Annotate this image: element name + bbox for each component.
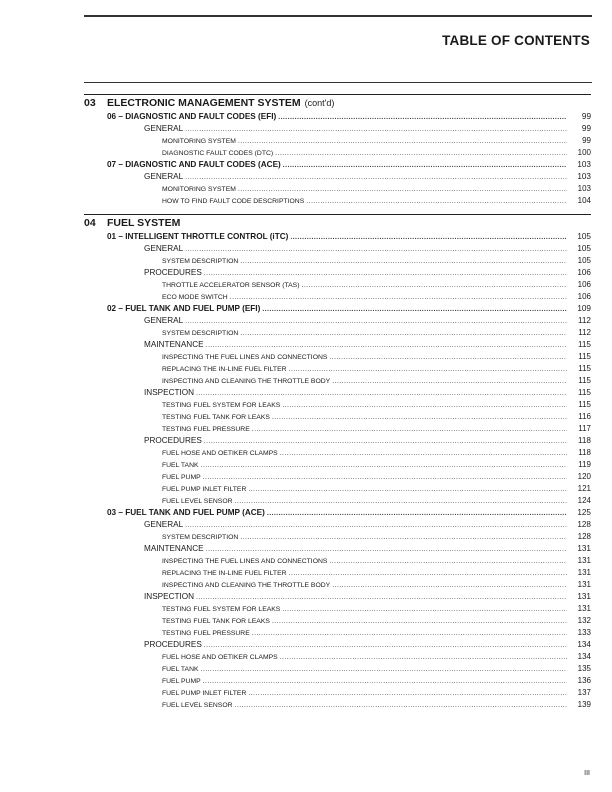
dot-leader xyxy=(329,556,567,568)
toc-entry[interactable] xyxy=(84,195,591,207)
dot-leader xyxy=(289,568,567,580)
toc-entry-page: 128 xyxy=(577,532,591,541)
toc-entry-label: ECO MODE SWITCH xyxy=(162,294,228,301)
toc-entry[interactable] xyxy=(84,603,591,615)
section-note: (cont'd) xyxy=(304,98,335,108)
toc-entry-page: 134 xyxy=(577,640,591,649)
toc-entry-label: TESTING FUEL TANK FOR LEAKS xyxy=(162,618,270,625)
dot-leader xyxy=(262,304,567,316)
toc-entry-label: FUEL LEVEL SENSOR xyxy=(162,702,233,709)
section-heading[interactable] xyxy=(84,94,591,111)
toc-entry-page: 99 xyxy=(582,136,591,145)
toc-entry-label: SYSTEM DESCRIPTION xyxy=(162,330,239,337)
toc-entry-page: 112 xyxy=(577,316,591,325)
toc-entry[interactable] xyxy=(84,363,591,375)
toc-entry-label: TESTING FUEL TANK FOR LEAKS xyxy=(162,414,270,421)
toc-entry-label: DIAGNOSTIC FAULT CODES (DTC) xyxy=(162,150,274,157)
toc-entry-page: 100 xyxy=(577,148,591,157)
toc-entry[interactable] xyxy=(84,171,591,183)
toc-entry-label: THROTTLE ACCELERATOR SENSOR (TAS) xyxy=(162,282,300,289)
toc-entry[interactable] xyxy=(84,591,591,603)
toc-entry[interactable] xyxy=(84,183,591,195)
dot-leader xyxy=(238,184,567,196)
toc-entry-label: FUEL LEVEL SENSOR xyxy=(162,498,233,505)
toc-entry-page: 136 xyxy=(577,676,591,685)
toc-entry-label: MONITORING SYSTEM xyxy=(162,186,236,193)
toc-sections xyxy=(84,94,591,711)
dot-leader xyxy=(272,616,567,628)
toc-entry[interactable] xyxy=(84,447,591,459)
dot-leader xyxy=(204,436,567,448)
toc-entry[interactable] xyxy=(84,675,591,687)
dot-leader xyxy=(185,124,567,136)
page-number: III xyxy=(584,770,590,777)
toc-entry[interactable] xyxy=(84,459,591,471)
toc-entry[interactable] xyxy=(84,399,591,411)
toc-entry-page: 103 xyxy=(577,184,591,193)
toc-entry-page: 106 xyxy=(577,268,591,277)
toc-entry-page: 115 xyxy=(577,388,591,397)
toc-entry[interactable] xyxy=(84,543,591,555)
toc-entry-label: INSPECTING AND CLEANING THE THROTTLE BODY xyxy=(162,582,331,589)
toc-entry-page: 118 xyxy=(578,448,591,457)
section-heading[interactable] xyxy=(84,214,591,231)
toc-entry[interactable] xyxy=(84,231,591,243)
toc-entry-page: 116 xyxy=(578,412,591,421)
toc-entry-label: MAINTENANCE xyxy=(144,340,204,349)
toc-entry-page: 106 xyxy=(577,280,591,289)
toc-entry-page: 103 xyxy=(577,160,591,169)
toc-entry-page: 115 xyxy=(577,340,591,349)
toc-entry-label: FUEL PUMP INLET FILTER xyxy=(162,486,247,493)
toc-entry-label: REPLACING THE IN-LINE FUEL FILTER xyxy=(162,570,287,577)
toc-entry[interactable] xyxy=(84,135,591,147)
toc-entry[interactable] xyxy=(84,567,591,579)
toc-entry-page: 131 xyxy=(577,604,591,613)
toc-entry-page: 99 xyxy=(581,124,591,133)
toc-entry[interactable] xyxy=(84,159,591,171)
toc-entry-label: GENERAL xyxy=(144,124,184,133)
toc-entry-label: MONITORING SYSTEM xyxy=(162,138,236,145)
toc-entry[interactable] xyxy=(84,111,591,123)
toc-entry[interactable] xyxy=(84,507,591,519)
top-rule xyxy=(84,15,592,17)
toc-entry-page: 120 xyxy=(577,472,591,481)
dot-leader xyxy=(301,280,567,292)
toc-entry-label: PROCEDURES xyxy=(144,436,202,445)
toc-entry-label: FUEL PUMP xyxy=(162,678,201,685)
toc-entry[interactable] xyxy=(84,579,591,591)
toc-entry-page: 131 xyxy=(577,556,591,565)
header-rule xyxy=(84,82,592,83)
toc-entry[interactable] xyxy=(84,495,591,507)
toc-entry-label: HOW TO FIND FAULT CODE DESCRIPTIONS xyxy=(162,198,305,205)
toc-entry-label: 07 – DIAGNOSTIC AND FAULT CODES (ACE) xyxy=(107,160,281,169)
toc-entry[interactable] xyxy=(84,471,591,483)
toc-entry-label: TESTING FUEL PRESSURE xyxy=(162,630,250,637)
toc-entry-page: 131 xyxy=(577,568,591,577)
section-title: FUEL SYSTEM xyxy=(107,217,181,229)
toc-entry-page: 103 xyxy=(577,172,591,181)
toc-entry-page: 115 xyxy=(578,376,591,385)
toc-entry-page: 99 xyxy=(581,112,591,121)
dot-leader xyxy=(235,700,567,712)
toc-entry-page: 121 xyxy=(577,484,591,493)
toc-entry[interactable] xyxy=(84,519,591,531)
toc-entry-page: 105 xyxy=(577,256,591,265)
toc-entry[interactable] xyxy=(84,303,591,315)
dot-leader xyxy=(252,628,567,640)
toc-entry[interactable] xyxy=(84,339,591,351)
dot-leader xyxy=(332,580,567,592)
toc-entry[interactable] xyxy=(84,423,591,435)
toc-entry-page: 131 xyxy=(577,544,591,553)
toc-entry-label: FUEL PUMP INLET FILTER xyxy=(162,690,247,697)
toc-entry-page: 115 xyxy=(578,364,591,373)
dot-leader xyxy=(248,688,567,700)
toc-entry-label: TESTING FUEL PRESSURE xyxy=(162,426,250,433)
dot-leader xyxy=(196,388,567,400)
toc-entry-label: GENERAL xyxy=(144,172,184,181)
dot-leader xyxy=(289,364,567,376)
dot-leader xyxy=(252,424,567,436)
dot-leader xyxy=(230,292,567,304)
dot-leader xyxy=(272,412,567,424)
dot-leader xyxy=(185,316,567,328)
toc-entry-label: PROCEDURES xyxy=(144,640,202,649)
section-number: 04 xyxy=(84,217,96,229)
toc-entry-page: 109 xyxy=(577,304,591,313)
dot-leader xyxy=(201,664,567,676)
toc-entry-label: GENERAL xyxy=(144,244,184,253)
toc-entry[interactable] xyxy=(84,243,591,255)
toc-entry-label: INSPECTING THE FUEL LINES AND CONNECTIONS xyxy=(162,354,328,361)
toc-entry-page: 112 xyxy=(578,328,591,337)
toc-entry-label: GENERAL xyxy=(144,316,184,325)
section-title: ELECTRONIC MANAGEMENT SYSTEM xyxy=(107,97,301,109)
dot-leader xyxy=(280,652,567,664)
toc-entry-label: SYSTEM DESCRIPTION xyxy=(162,258,239,265)
toc-entry[interactable] xyxy=(84,627,591,639)
toc-entry-label: INSPECTION xyxy=(144,592,195,601)
dot-leader xyxy=(185,520,567,532)
toc-entry-page: 139 xyxy=(577,700,591,709)
toc-entry-label: INSPECTING THE FUEL LINES AND CONNECTIONS xyxy=(162,558,328,565)
toc-entry-page: 115 xyxy=(578,400,591,409)
dot-leader xyxy=(240,532,567,544)
dot-leader xyxy=(240,328,567,340)
toc-entry-page: 134 xyxy=(577,652,591,661)
toc-entry-label: REPLACING THE IN-LINE FUEL FILTER xyxy=(162,366,287,373)
dot-leader xyxy=(201,460,567,472)
toc-section-04 xyxy=(84,214,591,711)
dot-leader xyxy=(203,472,567,484)
toc-entry[interactable] xyxy=(84,351,591,363)
section-number: 03 xyxy=(84,97,96,109)
toc-entry[interactable] xyxy=(84,375,591,387)
toc-entry-label: INSPECTING AND CLEANING THE THROTTLE BODY xyxy=(162,378,331,385)
dot-leader xyxy=(204,640,567,652)
toc-entry-label: TESTING FUEL SYSTEM FOR LEAKS xyxy=(162,606,281,613)
toc-entry-page: 124 xyxy=(577,496,591,505)
toc-entry-page: 106 xyxy=(577,292,591,301)
dot-leader xyxy=(185,172,567,184)
toc-entry[interactable] xyxy=(84,651,591,663)
toc-entry[interactable] xyxy=(84,699,591,711)
dot-leader xyxy=(185,244,567,256)
toc-entry-page: 135 xyxy=(577,664,591,673)
toc-entry-page: 128 xyxy=(577,520,591,529)
toc-entry-page: 132 xyxy=(577,616,591,625)
toc-entry-page: 105 xyxy=(577,244,591,253)
toc-entry-page: 137 xyxy=(577,688,591,697)
toc-entry-page: 104 xyxy=(577,196,591,205)
toc-entry[interactable] xyxy=(84,255,591,267)
toc-entry[interactable] xyxy=(84,291,591,303)
dot-leader xyxy=(204,268,567,280)
dot-leader xyxy=(283,160,567,172)
dot-leader xyxy=(240,256,567,268)
toc-entry-page: 131 xyxy=(577,592,591,601)
toc-entry[interactable] xyxy=(84,315,591,327)
dot-leader xyxy=(206,340,567,352)
toc-entry-label: FUEL HOSE AND OETIKER CLAMPS xyxy=(162,654,278,661)
toc-entry-label: MAINTENANCE xyxy=(144,544,204,553)
toc-entry-label: SYSTEM DESCRIPTION xyxy=(162,534,239,541)
dot-leader xyxy=(282,604,567,616)
toc-entry[interactable] xyxy=(84,279,591,291)
dot-leader xyxy=(290,232,567,244)
dot-leader xyxy=(280,448,567,460)
toc-entry-page: 119 xyxy=(578,460,591,469)
dot-leader xyxy=(329,352,567,364)
dot-leader xyxy=(235,496,567,508)
toc-entry-label: PROCEDURES xyxy=(144,268,202,277)
dot-leader xyxy=(203,676,567,688)
toc-entry-label: FUEL PUMP xyxy=(162,474,201,481)
toc-entry-page: 131 xyxy=(577,580,591,589)
toc-entry[interactable] xyxy=(84,639,591,651)
toc-entry[interactable] xyxy=(84,267,591,279)
toc-entry-page: 118 xyxy=(577,436,591,445)
dot-leader xyxy=(248,484,567,496)
dot-leader xyxy=(206,544,567,556)
toc-section-03 xyxy=(84,94,591,207)
toc-entry[interactable] xyxy=(84,687,591,699)
toc-entry-label: FUEL HOSE AND OETIKER CLAMPS xyxy=(162,450,278,457)
toc-entry-label: 06 – DIAGNOSTIC AND FAULT CODES (EFI) xyxy=(107,112,277,121)
toc-entry[interactable] xyxy=(84,531,591,543)
toc-entry[interactable] xyxy=(84,147,591,159)
toc-entry[interactable] xyxy=(84,663,591,675)
dot-leader xyxy=(332,376,567,388)
dot-leader xyxy=(282,400,567,412)
toc-entry-page: 105 xyxy=(577,232,591,241)
toc-entry-label: INSPECTION xyxy=(144,388,195,397)
toc-entry-label: FUEL TANK xyxy=(162,462,199,469)
toc-entry[interactable] xyxy=(84,327,591,339)
dot-leader xyxy=(238,136,567,148)
dot-leader xyxy=(196,592,567,604)
toc-entry[interactable] xyxy=(84,615,591,627)
toc-entry-page: 125 xyxy=(577,508,591,517)
toc-entry-label: TESTING FUEL SYSTEM FOR LEAKS xyxy=(162,402,281,409)
toc-entry-label: GENERAL xyxy=(144,520,184,529)
toc-entry[interactable] xyxy=(84,123,591,135)
dot-leader xyxy=(275,148,567,160)
toc-entry-page: 117 xyxy=(578,424,591,433)
toc-entry-page: 115 xyxy=(578,352,591,361)
toc-entry-label: 02 – FUEL TANK AND FUEL PUMP (EFI) xyxy=(107,304,261,313)
toc-entry[interactable] xyxy=(84,411,591,423)
dot-leader xyxy=(267,508,567,520)
toc-entry[interactable] xyxy=(84,555,591,567)
toc-entry-label: 03 – FUEL TANK AND FUEL PUMP (ACE) xyxy=(107,508,265,517)
toc-entry-label: FUEL TANK xyxy=(162,666,199,673)
dot-leader xyxy=(278,112,567,124)
toc-entry[interactable] xyxy=(84,435,591,447)
page-title: TABLE OF CONTENTS xyxy=(442,33,590,48)
dot-leader xyxy=(306,196,567,208)
toc-entry-page: 133 xyxy=(577,628,591,637)
toc-entry[interactable] xyxy=(84,387,591,399)
toc-entry[interactable] xyxy=(84,483,591,495)
toc-entry-label: 01 – INTELLIGENT THROTTLE CONTROL (iTC) xyxy=(107,232,289,241)
